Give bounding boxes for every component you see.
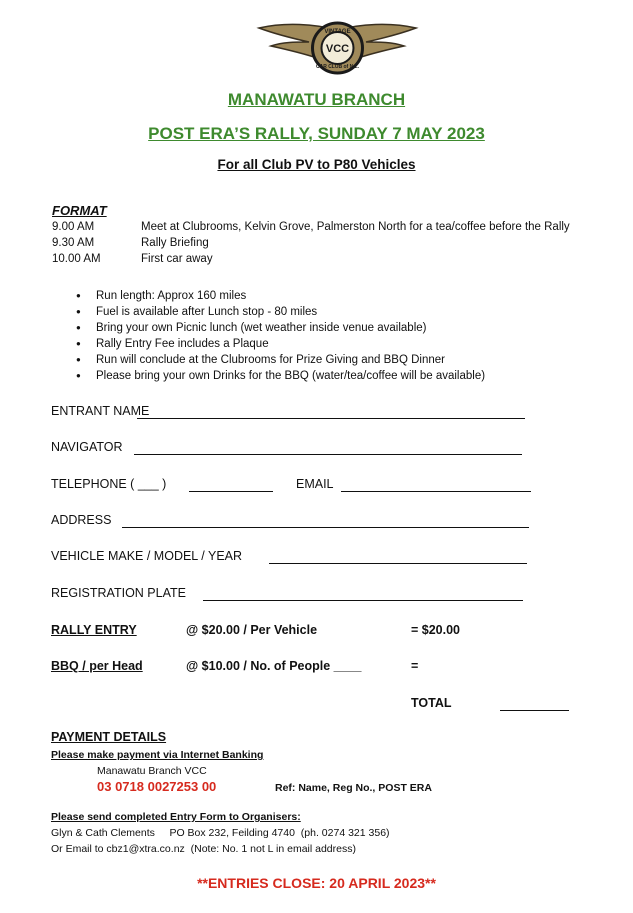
schedule-desc: First car away xyxy=(141,253,213,265)
branch-title: MANAWATU BRANCH xyxy=(227,90,406,109)
format-bullet-list xyxy=(76,288,485,384)
telephone-field[interactable] xyxy=(189,491,273,492)
payment-instruction: Please make payment via Internet Banking xyxy=(51,749,264,761)
total-field[interactable] xyxy=(500,710,569,711)
logo-bottom-text: CAR CLUB of N.Z. xyxy=(315,64,360,70)
telephone-label: TELEPHONE ( ___ ) xyxy=(51,477,167,491)
schedule-row xyxy=(52,253,213,265)
list-item: ● Please bring your own Drinks for the BBQ (water/tea/coffee will be available) xyxy=(76,368,485,384)
email-contact: Or Email to cbz1@xtra.co.nz (Note: No. 1 not L in email address) xyxy=(51,843,356,855)
vehicle-label: VEHICLE MAKE / MODEL / YEAR xyxy=(51,549,243,563)
address-field[interactable] xyxy=(122,527,529,528)
account-number: 03 0718 0027253 00 xyxy=(97,779,217,794)
schedule-desc: Meet at Clubrooms, Kelvin Grove, Palmerston North for a tea/coffee before the Rally xyxy=(141,221,570,233)
rally-entry-rate: @ $20.00 / Per Vehicle xyxy=(186,623,318,637)
navigator-field[interactable] xyxy=(134,454,522,455)
list-item: ● Bring your own Picnic lunch (wet weather inside venue available) xyxy=(76,320,485,336)
address-label: ADDRESS xyxy=(51,513,112,527)
event-subtitle: For all Club PV to P80 Vehicles xyxy=(217,157,416,172)
vehicle-field[interactable] xyxy=(269,563,527,564)
entrant-name-field[interactable] xyxy=(137,418,525,419)
vcc-logo xyxy=(255,20,420,76)
email-label: EMAIL xyxy=(296,477,334,491)
bbq-rate: @ $10.00 / No. of People ____ xyxy=(186,659,362,673)
logo-center-text: VCC xyxy=(325,43,350,55)
organisers-contact: Glyn & Cath Clements PO Box 232, Feilding 4740 (ph. 0274 321 356) xyxy=(51,827,390,839)
schedule-row xyxy=(52,237,209,249)
list-item: ● Fuel is available after Lunch stop - 80 miles xyxy=(76,304,485,320)
schedule-desc: Rally Briefing xyxy=(141,237,209,249)
entrant-name-label: ENTRANT NAME xyxy=(51,404,150,418)
format-heading: FORMAT xyxy=(52,203,107,218)
schedule-time: 10.00 AM xyxy=(52,253,101,265)
bbq-label: BBQ / per Head xyxy=(51,659,143,673)
payment-reference: Ref: Name, Reg No., POST ERA xyxy=(275,782,432,794)
entries-close-notice: **ENTRIES CLOSE: 20 APRIL 2023** xyxy=(197,875,436,891)
account-name: Manawatu Branch VCC xyxy=(97,765,207,777)
list-item: ● Rally Entry Fee includes a Plaque xyxy=(76,336,485,352)
event-title: POST ERA’S RALLY, SUNDAY 7 MAY 2023 xyxy=(148,124,485,143)
schedule-time: 9.00 AM xyxy=(52,221,95,233)
rally-entry-label: RALLY ENTRY xyxy=(51,623,137,637)
logo-top-text: VINTAGE xyxy=(324,29,351,35)
payment-heading: PAYMENT DETAILS xyxy=(51,730,167,744)
total-label: TOTAL xyxy=(411,696,452,710)
list-item: ● Run length: Approx 160 miles xyxy=(76,288,485,304)
navigator-label: NAVIGATOR xyxy=(51,440,123,454)
email-field[interactable] xyxy=(341,491,531,492)
schedule-row xyxy=(52,221,570,233)
bbq-total: = xyxy=(411,659,419,673)
send-form-heading: Please send completed Entry Form to Organisers: xyxy=(51,811,301,823)
registration-plate-label: REGISTRATION PLATE xyxy=(51,586,186,600)
rally-entry-total: = $20.00 xyxy=(411,623,461,637)
schedule-time: 9.30 AM xyxy=(52,237,95,249)
registration-plate-field[interactable] xyxy=(203,600,523,601)
list-item: ● Run will conclude at the Clubrooms for Prize Giving and BBQ Dinner xyxy=(76,352,485,368)
